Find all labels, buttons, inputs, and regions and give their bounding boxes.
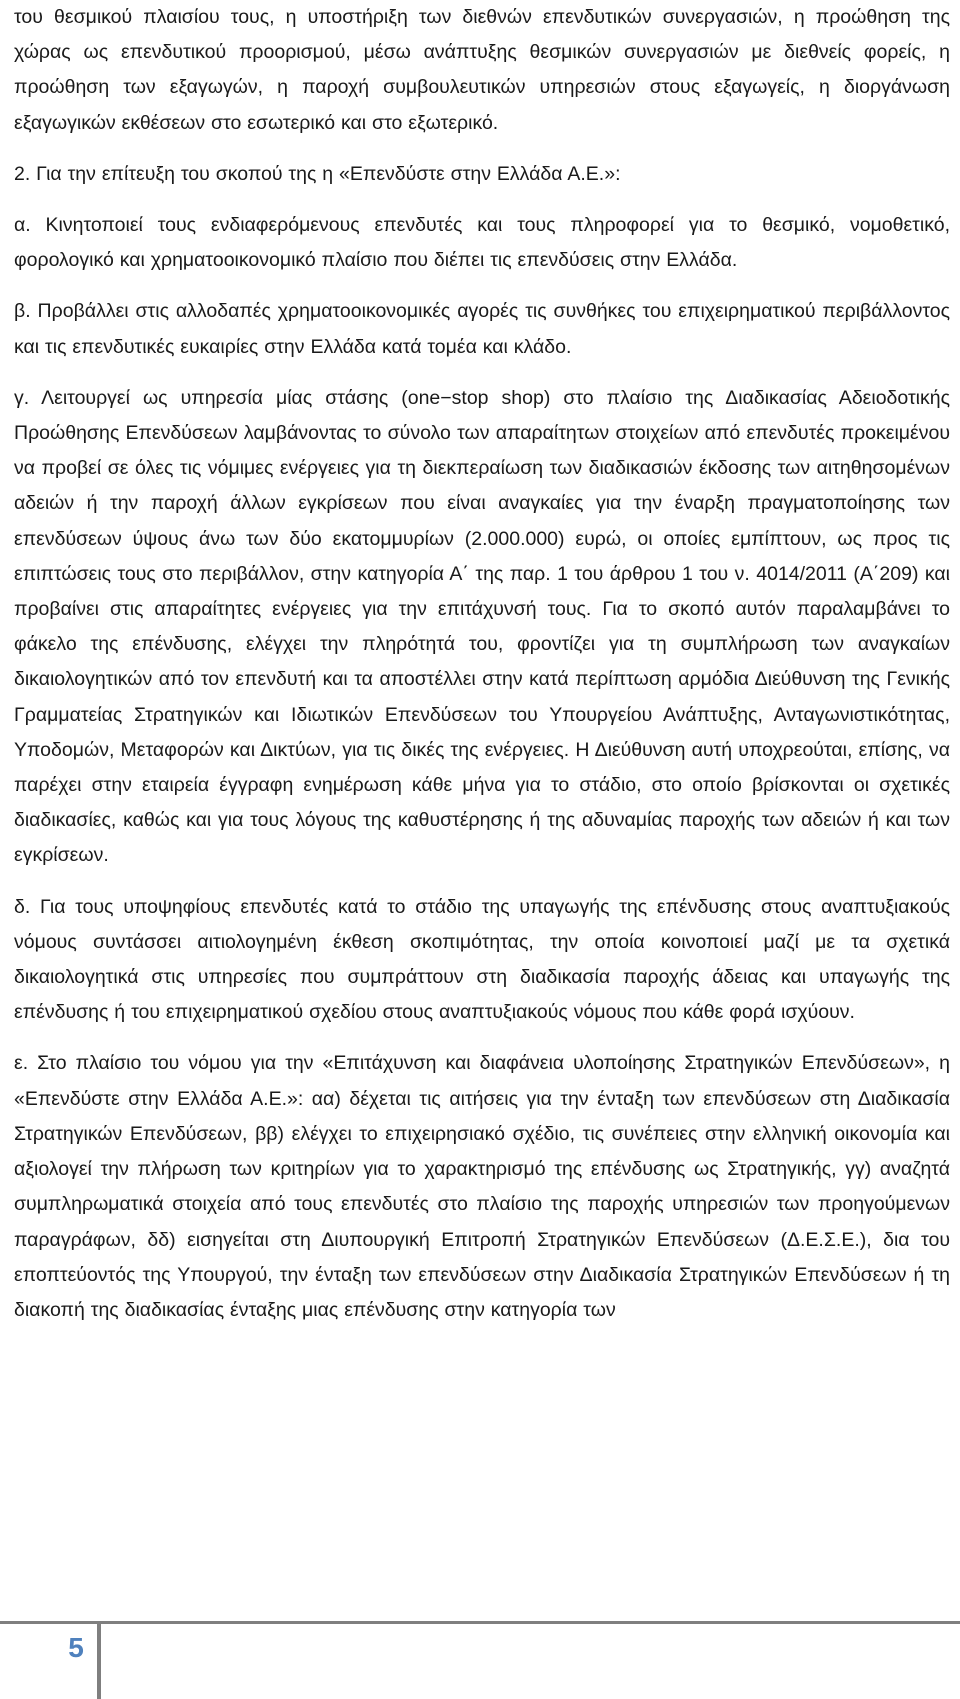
- section-heading: 2. Για την επίτευξη του σκοπού της η «Επενδύστε στην Ελλάδα Α.Ε.»:: [14, 162, 621, 185]
- list-item-c: γ. Λειτουργεί ως υπηρεσία μίας στάσης (one−stop shop) στο πλαίσιο της Διαδικασίας Αδειοδοτικής Προώθησης Επενδύσεων λαμβάνοντας το σύνολο των απαραίτητων στοιχείων από επενδυτές προκειμένου να προβεί σε όλες τις νόμιμες ενέργειες για τη διεκπεραίωση των διαδικασιών έκδοσης των αιτηθησομένων αδειών ή την παροχή άλλων εγκρίσεων που είναι αναγκαίες για την έναρξη πραγματοποίησης των επενδύσεων ύψους άνω των δύο εκατομμυρίων (2.000.000) ευρώ, οι οποίες εμπίπτουν, ως προς τις επιπτώσεις τους στο περιβάλλον, στην κατηγορία Α΄ της παρ. 1 του άρθρου 1 του ν. 4014/2011 (Α΄209) και προβαίνει στις απαραίτητες ενέργειες για την επιτάχυνσή τους. Για το σκοπό αυτόν παραλαμβάνει το φάκελο της επένδυσης, ελέγχει την πληρότητά του, φροντίζει για τη συμπλήρωση των αναγκαίων δικαιολογητικών από τον επενδυτή και τα αποστέλλει στην κατά περίπτωση αρμόδια Διεύθυνση της Γενικής Γραμματείας Στρατηγικών και Ιδιωτικών Επενδύσεων του Υπουργείου Ανάπτυξης, Ανταγωνιστικότητας, Υποδομών, Μεταφορών και Δικτύων, για τις δικές της ενέργειες. Η Διεύθυνση αυτή υποχρεούται, επίσης, να παρέχει στην εταιρεία έγγραφη ενημέρωση κάθε μήνα για το στάδιο, στο οποίο βρίσκονται οι σχετικές διαδικασίες, καθώς και για τους λόγους της καθυστέρησης ή της αδυναμίας παροχής των αδειών ή και των εγκρίσεων.: [14, 386, 950, 867]
- list-item-e: ε. Στο πλαίσιο του νόμου για την «Επιτάχυνση και διαφάνεια υλοποίησης Στρατηγικών Επενδύσεων», η «Επενδύστε στην Ελλάδα Α.Ε.»: αα) δέχεται τις αιτήσεις για την ένταξη των επενδύσεων στη Διαδικασία Στρατηγικών Επενδύσεων, ββ) ελέγχει το επιχειρησιακό σχέδιο, τις συνέπειες στην ελληνική οικονομία και αξιολογεί την πλήρωση των κριτηρίων για το χαρακτηρισμό της επένδυσης ως Στρατηγικής, γγ) αναζητά συμπληρωματικά στοιχεία από τους επενδυτές στο πλαίσιο της παροχής υπηρεσιών των προηγούμενων παραγράφων, δδ) εισηγείται στη Διυπουργική Επιτροπή Στρατηγικών Επενδύσεων (Δ.Ε.Σ.Ε.), δια του εποπτεύοντός της Υπουργού, την ένταξη των επενδύσεων στην Διαδικασία Στρατηγικών Επενδύσεων ή τη διακοπή της διαδικασίας ένταξης μιας επένδυσης στην κατηγορία των: [14, 1052, 950, 1321]
- list-item-a: α. Κινητοποιεί τους ενδιαφερόμενους επενδυτές και τους πληροφορεί για το θεσμικό, νομοθετικό, φορολογικό και χρηματοοικονομικό πλαίσιο που διέπει τις επενδύσεις στην Ελλάδα.: [14, 214, 950, 272]
- document-body: [14, 0, 950, 1328]
- page-number: 5: [68, 1632, 84, 1663]
- list-item-b: β. Προβάλλει στις αλλοδαπές χρηματοοικονομικές αγορές τις συνθήκες του επιχειρηματικού περιβάλλοντος και τις επενδυτικές ευκαιρίες στην Ελλάδα κατά τομέα και κλάδο.: [14, 300, 950, 358]
- footer-horizontal-rule: [0, 1621, 960, 1624]
- list-item-d: δ. Για τους υποψηφίους επενδυτές κατά το στάδιο της υπαγωγής της επένδυσης στους αναπτυξιακούς νόμους συντάσσει αιτιολογημένη έκθεση σκοπιμότητας, την οποία κοινοποιεί μαζί με τα σχετικά δικαιολογητικά στις υπηρεσίες που συμπράττουν στη διαδικασία παροχής άδειας και υπαγωγής της επένδυσης ή του επιχειρηματικού σχεδίου στους αναπτυξιακούς νόμους που κάθε φορά ισχύουν.: [14, 895, 950, 1024]
- footer-vertical-rule: [97, 1621, 101, 1699]
- intro-paragraph: του θεσμικού πλαισίου τους, η υποστήριξη των διεθνών επενδυτικών συνεργασιών, η προώθηση της χώρας ως επενδυτικού προορισμού, μέσω ανάπτυξης θεσμικών συνεργασιών με διεθνείς φορείς, η προώθηση των εξαγωγών, η παροχή συμβουλευτικών υπηρεσιών στους εξαγωγείς, η διοργάνωση εξαγωγικών εκθέσεων στο εσωτερικό και στο εξωτερικό.: [14, 6, 950, 134]
